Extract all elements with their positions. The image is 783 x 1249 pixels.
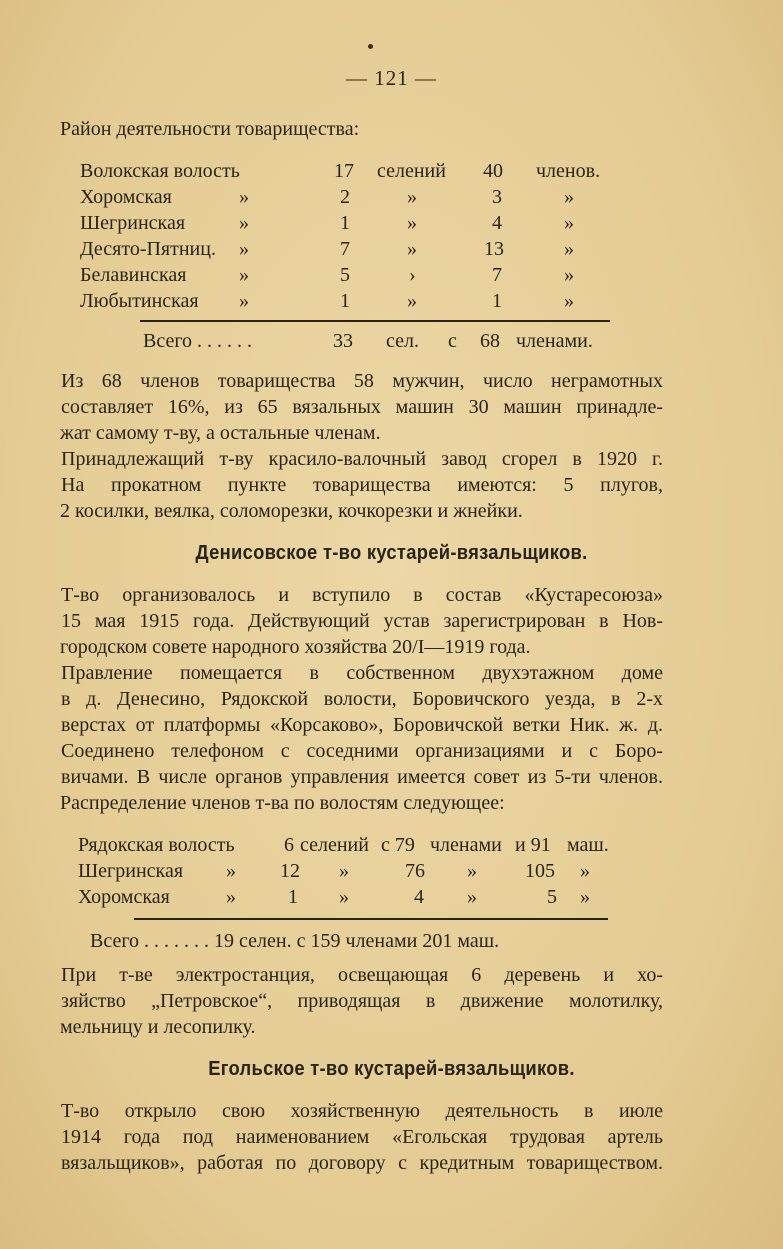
section-heading-egolskoe: Егольское т-во кустарей-вязальщиков.	[208, 1058, 575, 1080]
t2-r0-w1: селений	[300, 834, 369, 856]
t2-r2-machines: 5	[547, 886, 557, 908]
t1-total-villages: 33	[333, 330, 353, 352]
t1-r5-ditto2: »	[407, 290, 417, 312]
t2-r0-villages: 6	[284, 834, 294, 856]
t1-total-members: 68	[480, 330, 500, 352]
t2-r0-region: Рядокская волость	[78, 834, 235, 856]
t1-r5-ditto3: »	[564, 290, 574, 312]
t2-r0-members: с 79	[381, 834, 415, 856]
table1-rule	[140, 320, 610, 322]
t2-r2-ditto2: »	[339, 886, 349, 908]
t1-r2-region: Шегринская	[80, 212, 186, 234]
t2-r0-w2: членами	[430, 834, 502, 856]
p3-line2: 2 косилки, веялка, соломорезки, кочкорезки и жнейки.	[60, 500, 523, 522]
t1-r4-villages: 5	[340, 264, 350, 286]
p5-line5: вичами. В числе органов управления имеется совет из 5-ти членов.	[61, 766, 663, 788]
t1-r3-ditto: »	[239, 238, 249, 260]
t1-r4-members: 7	[492, 264, 502, 286]
p8-line1: Т-во открыло свою хозяйственную деятельность в июле	[61, 1100, 663, 1122]
t2-r1-ditto4: »	[580, 860, 590, 882]
p4-line2: 15 мая 1915 года. Действующий устав зарегистрирован в Нов-	[61, 610, 663, 632]
p8-line3: вязальщиков», работая по договору с кредитным товариществом.	[61, 1152, 663, 1174]
p1-line3: жат самому т-ву, а остальные членам.	[60, 422, 381, 444]
p1-line2: составляет 16%, из 65 вязальных машин 30 машин принадле-	[61, 396, 663, 418]
t2-r2-ditto3: »	[467, 886, 477, 908]
t1-r0-region: Волокская волость	[80, 160, 240, 182]
t1-r5-members: 1	[492, 290, 502, 312]
p3-line1: На прокатном пункте товарищества имеются: 5 плугов,	[61, 474, 663, 496]
p6-line1: Распределение членов т-ва по волостям следующее:	[60, 792, 505, 814]
t2-total: Всего . . . . . . . 19 селен. с 159 членами 201 маш.	[90, 930, 500, 952]
section-heading-denisovskoe: Денисовское т-во кустарей-вязальщиков.	[195, 542, 588, 564]
t2-r0-machines: и 91	[515, 834, 551, 856]
t1-r1-ditto: »	[239, 186, 249, 208]
table1-caption: Район деятельности товарищества:	[60, 118, 360, 140]
t1-total-w3: членами.	[516, 330, 593, 352]
t2-r1-machines: 105	[525, 860, 555, 882]
t2-r2-ditto4: »	[580, 886, 590, 908]
t2-r2-ditto: »	[226, 886, 236, 908]
t1-r4-ditto2: ›	[409, 264, 416, 286]
p7-line3: мельницу и лесопилку.	[60, 1016, 256, 1038]
p1-line1: Из 68 членов товарищества 58 мужчин, число неграмотных	[61, 370, 663, 392]
t2-r1-ditto2: »	[339, 860, 349, 882]
p8-line2: 1914 года под наименованием «Егольская трудовая артель	[61, 1126, 663, 1148]
t1-r2-ditto3: »	[564, 212, 574, 234]
t1-r2-villages: 1	[340, 212, 350, 234]
t1-r1-ditto3: »	[564, 186, 574, 208]
t1-total-w1: сел.	[386, 330, 419, 352]
t1-r4-ditto: »	[239, 264, 249, 286]
t1-r1-villages: 2	[340, 186, 350, 208]
p2-line1: Принадлежащий т-ву красило-валочный завод сгорел в 1920 г.	[61, 448, 663, 470]
t1-r3-members: 13	[484, 238, 504, 260]
p5-line2: в д. Денесино, Рядокской волости, Боровичского уезда, в 2-х	[61, 688, 663, 710]
t1-r1-ditto2: »	[407, 186, 417, 208]
t1-r3-ditto2: »	[407, 238, 417, 260]
p5-line1: Правление помещается в собственном двухэтажном доме	[61, 662, 663, 684]
table2-rule	[134, 918, 608, 920]
page-number: — 121 —	[346, 66, 437, 90]
t2-r0-w3: маш.	[567, 834, 609, 856]
t2-r2-villages: 1	[288, 886, 298, 908]
p5-line3: верстах от платформы «Корсаково», Боровичской ветки Ник. ж. д.	[61, 714, 663, 736]
t1-r0-word2: членов.	[536, 160, 601, 182]
t2-r2-region: Хоромская	[78, 886, 170, 908]
t1-r5-region: Любытинская	[80, 290, 199, 312]
t1-total-w2: с	[448, 330, 457, 352]
t2-r2-members: 4	[414, 886, 424, 908]
t1-r3-region: Десято-Пятниц.	[80, 238, 216, 260]
p5-line4: Соединено телефоном с соседними организациями и с Боро-	[61, 740, 663, 762]
t1-r5-villages: 1	[340, 290, 350, 312]
p4-line3: городском совете народного хозяйства 20/I—1919 года.	[60, 636, 531, 658]
t1-r5-ditto: »	[239, 290, 249, 312]
t2-r1-members: 76	[405, 860, 425, 882]
t2-r1-ditto3: »	[467, 860, 477, 882]
t1-r3-ditto3: »	[564, 238, 574, 260]
t2-r1-region: Шегринская	[78, 860, 184, 882]
p4-line1: Т-во организовалось и вступило в состав «Кустаресоюза»	[61, 584, 663, 606]
t1-r2-ditto2: »	[407, 212, 417, 234]
t1-r1-members: 3	[492, 186, 502, 208]
t1-r0-members: 40	[483, 160, 503, 182]
t2-r1-ditto: »	[226, 860, 236, 882]
t1-r0-villages: 17	[334, 160, 354, 182]
t1-total-label: Всего . . . . . .	[143, 330, 253, 352]
t2-r1-villages: 12	[280, 860, 300, 882]
ink-dot	[368, 44, 373, 49]
t1-r1-region: Хоромская	[80, 186, 172, 208]
p7-line1: При т-ве электростанция, освещающая 6 деревень и хо-	[61, 964, 663, 986]
t1-r4-region: Белавинская	[80, 264, 187, 286]
t1-r2-ditto: »	[239, 212, 249, 234]
t1-r2-members: 4	[492, 212, 502, 234]
t1-r3-villages: 7	[340, 238, 350, 260]
t1-r0-word: селений	[377, 160, 446, 182]
p7-line2: зяйство „Петровское“, приводящая в движение молотилку,	[61, 990, 663, 1012]
t1-r4-ditto3: »	[564, 264, 574, 286]
